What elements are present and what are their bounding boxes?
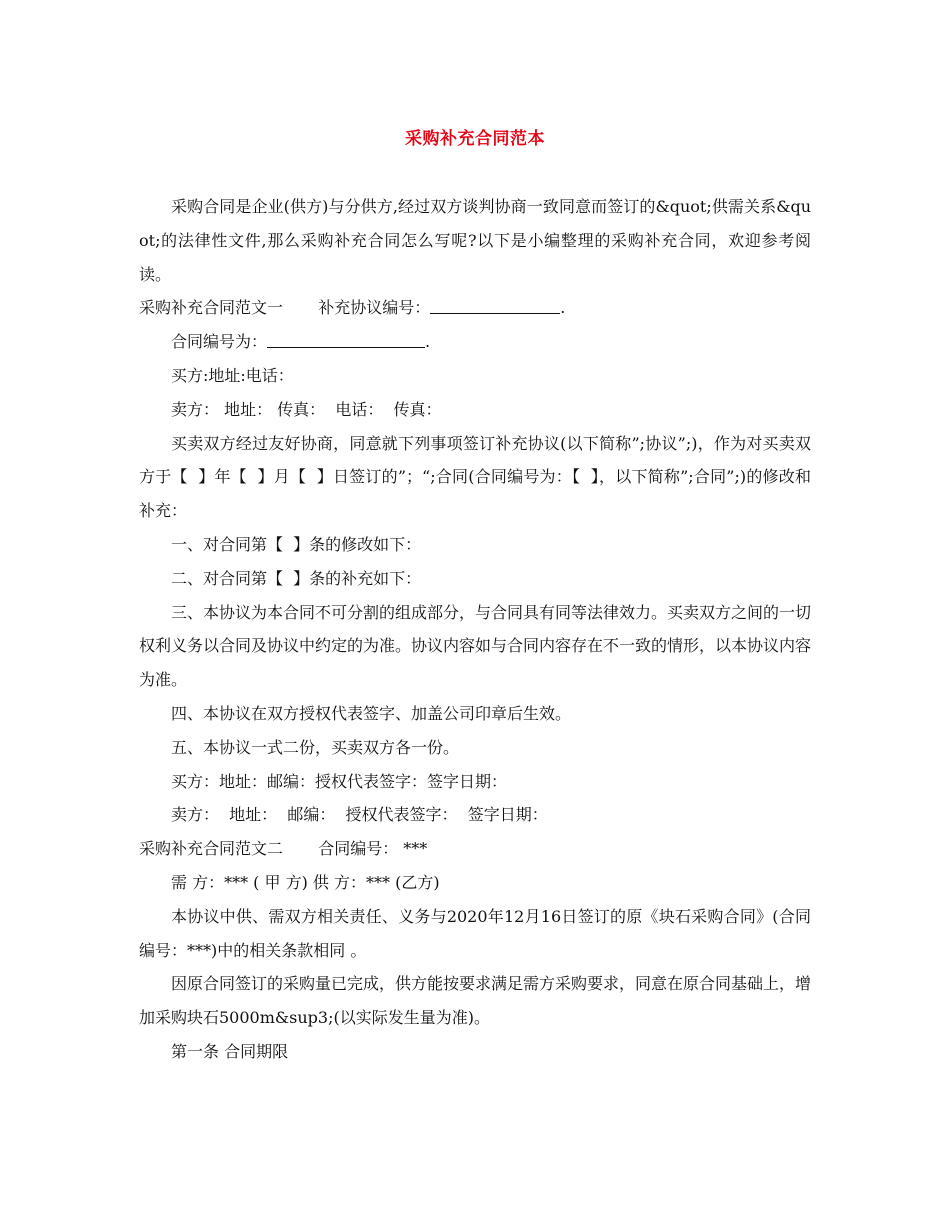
buyer-signature-line: 买方：地址：邮编：授权代表签字：签字日期：	[171, 771, 508, 791]
contract-no-suffix: .	[425, 332, 431, 352]
clause-4: 四、本协议在双方授权代表签字、加盖公司印章后生效。	[171, 703, 572, 723]
seller-line: 卖方： 地址： 传真： 电话： 传真：	[171, 399, 442, 419]
intro-paragraph: 采购合同是企业(供方)与分供方,经过双方谈判协商一致同意而签订的&quot;供需关系&quot;的法律性文件,那么采购补充合同怎么写呢?以下是小编整理的采购补充合同，欢迎参考阅读。	[139, 197, 811, 284]
clause-2: 二、对合同第【 】条的补充如下：	[171, 568, 422, 588]
parties-line: 需 方：*** ( 甲 方) 供 方：*** (乙方)	[171, 872, 440, 892]
agreement-no-blank	[430, 297, 560, 314]
clause-1: 一、对合同第【 】条的修改如下：	[171, 534, 422, 554]
contract-no-line	[139, 325, 811, 359]
article-1-heading: 第一条 合同期限	[171, 1041, 289, 1061]
contract-no-label: 合同编号为：	[171, 332, 268, 352]
sample2-contract-no: 合同编号： ***	[318, 839, 428, 859]
sample2-paragraph-2: 因原合同签订的采购量已完成，供方能按要求满足需方采购要求，同意在原合同基础上，增加采购块石5000m&sup3;(以实际发生量为准)。	[139, 974, 812, 1028]
agreement-no-label: 补充协议编号：	[318, 298, 431, 318]
sample1-heading: 采购补充合同范文一	[139, 298, 284, 318]
sample2-heading-line	[139, 832, 811, 866]
seller-signature-line: 卖方： 地址： 邮编： 授权代表签字： 签字日期：	[171, 805, 548, 825]
sample1-heading-line	[139, 291, 811, 325]
buyer-line: 买方:地址:电话：	[171, 365, 294, 385]
preamble-paragraph: 买卖双方经过友好协商，同意就下列事项签订补充协议(以下简称”;协议”;)，作为对买卖双方于【 】年【 】月【 】日签订的”；“;合同(合同编号为：【 】，以下简称”;合同”;)的修改和补充：	[139, 433, 811, 521]
document-title: 采购补充合同范本	[405, 129, 545, 149]
contract-no-blank	[267, 331, 425, 348]
document-body	[139, 190, 811, 1069]
clause-3: 三、本协议为本合同不可分割的组成部分，与合同具有同等法律效力。买卖双方之间的一切权利义务以合同及协议中约定的为准。协议内容如与合同内容存在不一致的情形，以本协议内容为准。	[139, 602, 812, 690]
clause-5: 五、本协议一式二份，买卖双方各一份。	[171, 737, 460, 757]
sample2-heading: 采购补充合同范文二	[139, 839, 284, 859]
agreement-no-suffix: .	[560, 298, 566, 318]
sample2-paragraph-1: 本协议中供、需双方相关责任、义务与2020年12月16日签订的原《块石采购合同》(合同编号：***)中的相关条款相同 。	[139, 906, 811, 960]
